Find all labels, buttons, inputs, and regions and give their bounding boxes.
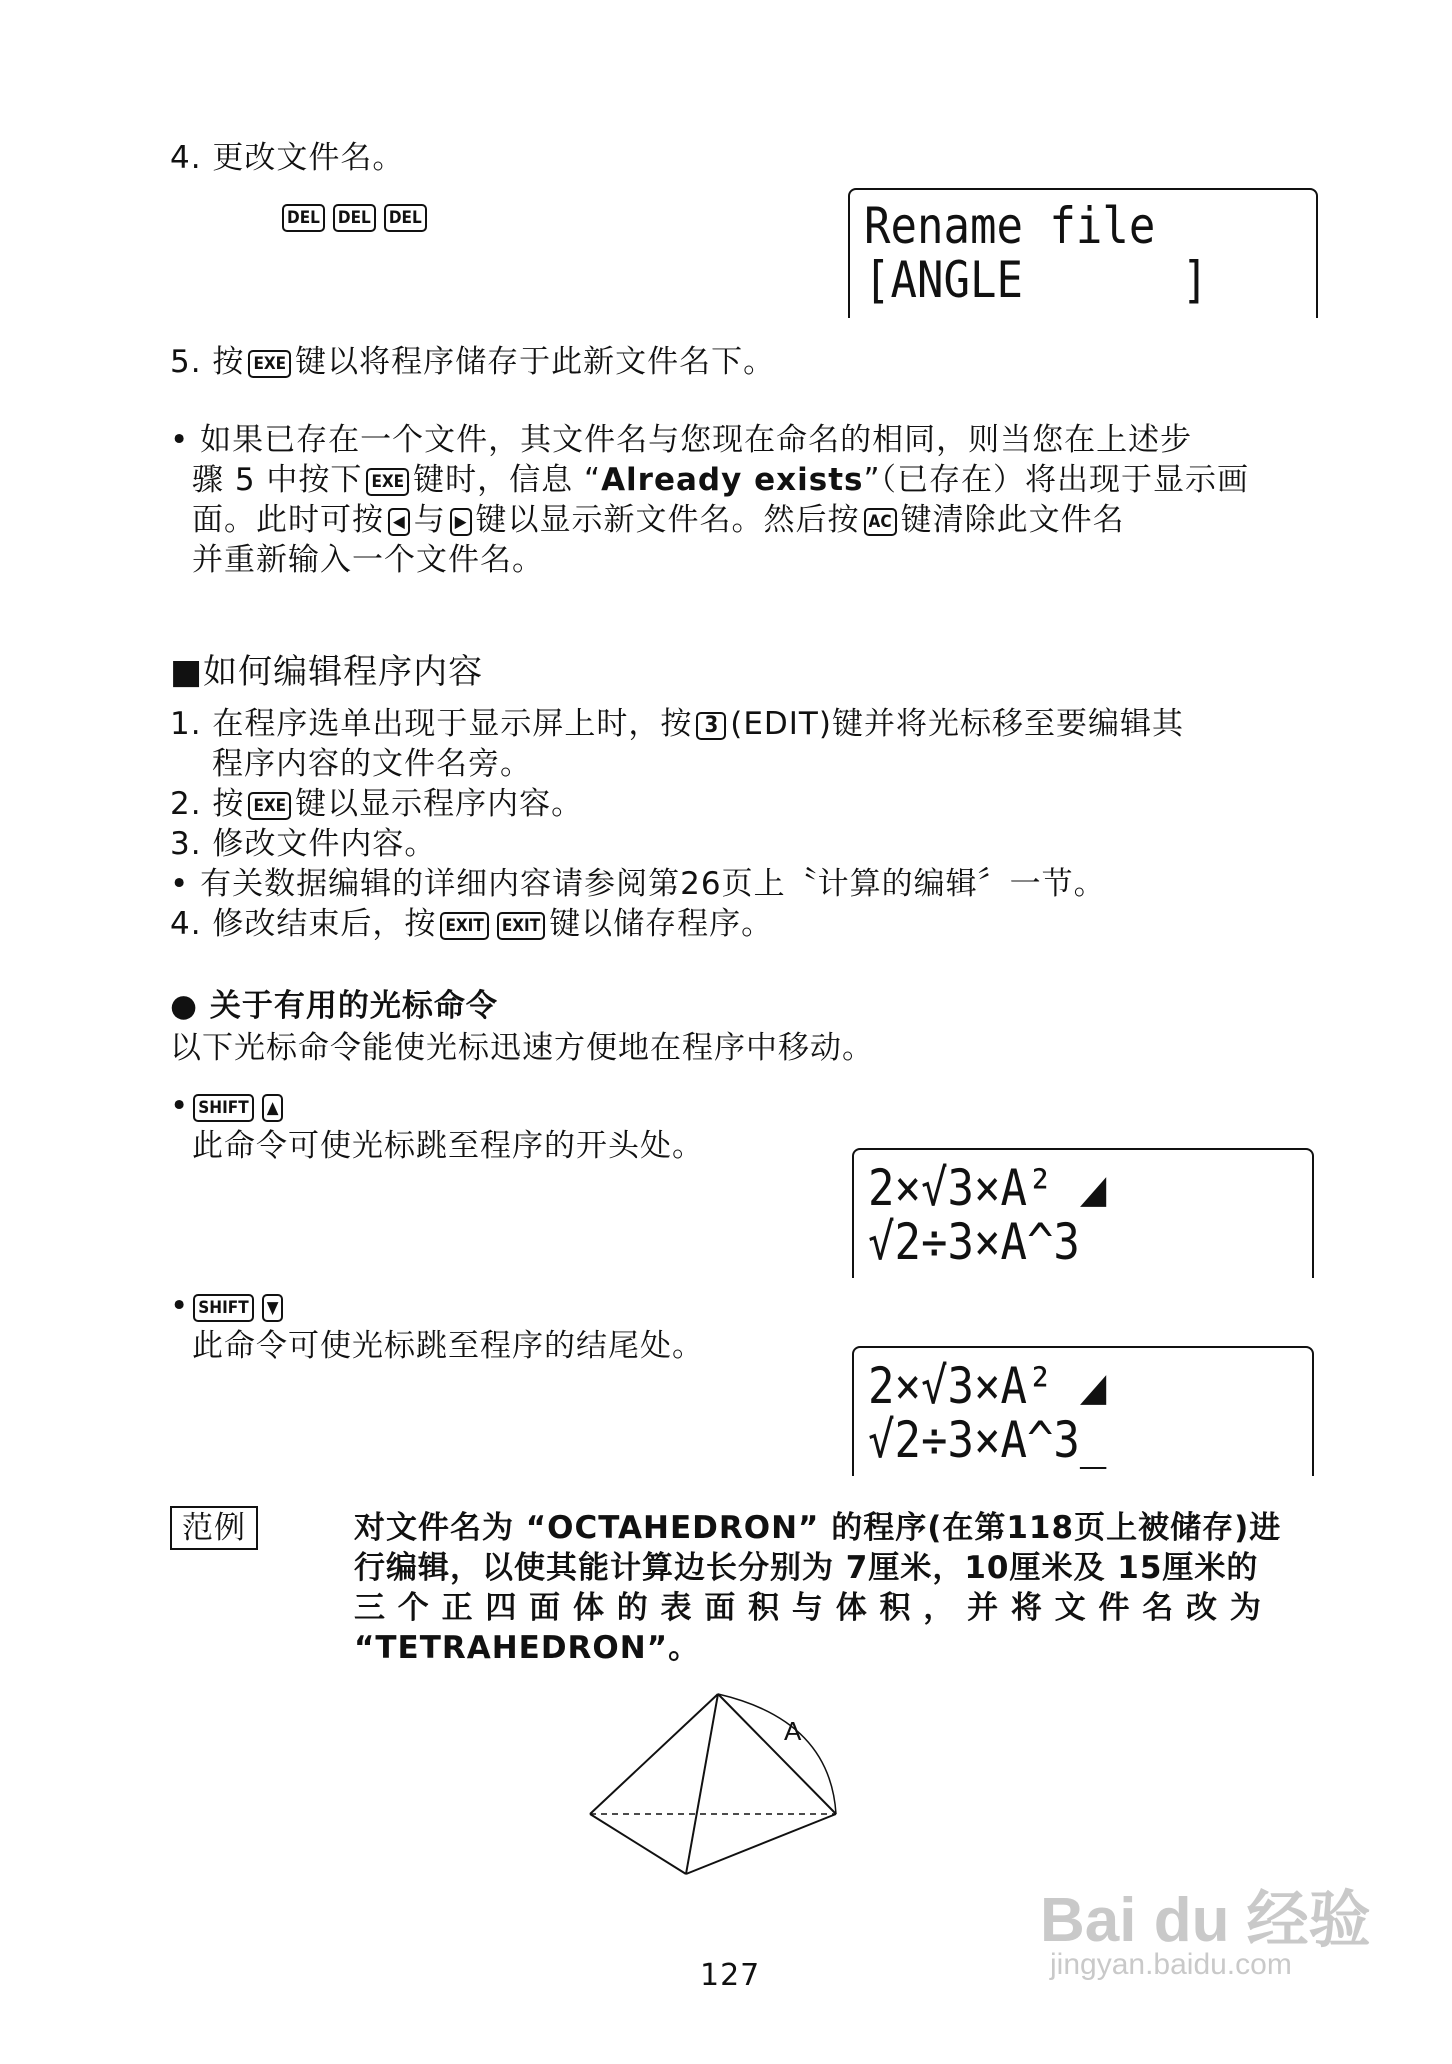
note-text: 键清除此文件名: [900, 502, 1125, 538]
step5: [170, 342, 775, 382]
note-text: 与: [413, 502, 446, 538]
step5-tail: 键以将程序储存于此新文件名下。: [295, 344, 776, 380]
screen-line-2: √2÷3×A^3: [868, 1213, 1080, 1271]
step-text: 键以储存程序。: [549, 906, 774, 942]
tetrahedron-figure: [580, 1690, 850, 1880]
section-step-1-cont: 程序内容的文件名旁。: [212, 746, 532, 782]
note-line-4: 并重新输入一个文件名。: [192, 542, 544, 578]
example-line-3: 三 个 正 四 面 体 的 表 面 积 与 体 积 ， 并 将 文 件 名 改 为: [354, 1590, 1262, 1626]
shift-key: SHIFT: [193, 1094, 253, 1122]
exe-key: EXE: [248, 792, 291, 820]
cursor-cmd-1-desc: 此命令可使光标跳至程序的开头处。: [192, 1128, 704, 1164]
edge: [590, 1814, 686, 1874]
screen-line-2: √2÷3×A^3_: [868, 1411, 1107, 1469]
example-text: ” 的程序(在第118页上被储存)进: [798, 1510, 1282, 1546]
example-label: 范例: [170, 1506, 258, 1550]
bullet-dot: •: [170, 1288, 190, 1324]
example-line-4: “TETRAHEDRON”。: [354, 1630, 701, 1666]
note-line-1: • 如果已存在一个文件，其文件名与您现在命名的相同，则当您在上述步: [170, 422, 1193, 458]
example-line-2: 行编辑，以使其能计算边长分别为 7厘米，10厘米及 15厘米的: [354, 1550, 1259, 1586]
key-3: 3: [696, 712, 726, 740]
down-arrow-key: ▼: [262, 1294, 284, 1322]
exit-key: EXIT: [440, 912, 488, 940]
step5-num: 5. 按: [170, 344, 245, 380]
edge: [686, 1814, 836, 1874]
section-step-3: 3. 修改文件内容。: [170, 826, 437, 862]
up-arrow-key: ▲: [262, 1094, 284, 1122]
ac-key: AC: [864, 508, 897, 536]
watermark-brand: Bai du 经验: [1040, 1886, 1371, 1955]
note-text: ”（已存在）将出现于显示画: [863, 462, 1250, 498]
section-title: ■如何编辑程序内容: [170, 652, 484, 692]
exe-key: EXE: [248, 350, 291, 378]
already-exists-text: Already exists: [601, 462, 864, 498]
section-step-1: [170, 704, 1184, 744]
step-text: 1. 在程序选单出现于显示屏上时，按: [170, 706, 693, 742]
calculator-screen-end: [852, 1346, 1314, 1476]
step4-keys: [278, 196, 431, 236]
note-text: 骤 5 中按下: [192, 462, 363, 498]
example-label-box: [170, 1508, 258, 1548]
calculator-screen-top: [852, 1148, 1314, 1278]
page-number: 127: [700, 1958, 761, 1993]
edge: [718, 1694, 836, 1814]
watermark-url: jingyan.baidu.com: [1050, 1948, 1292, 1981]
step-text: 键以显示程序内容。: [295, 786, 584, 822]
exe-key: EXE: [366, 468, 409, 496]
note-text: 面。此时可按: [192, 502, 384, 538]
edge-label: A: [784, 1716, 802, 1746]
octahedron-text: OCTAHEDRON: [547, 1510, 799, 1546]
example-text: 对文件名为 “: [354, 1510, 548, 1546]
del-key: DEL: [282, 204, 325, 232]
note-line-3: [192, 500, 1125, 540]
bullet-dot: •: [170, 1088, 190, 1124]
screen-line-1: Rename file: [864, 197, 1156, 255]
note-text: 键以显示新文件名。然后按: [475, 502, 860, 538]
section-step-4: [170, 904, 773, 944]
cursor-heading: ● 关于有用的光标命令: [170, 988, 498, 1024]
section-step-2: [170, 784, 583, 824]
left-arrow-key: ◀: [388, 508, 410, 536]
step4-text: 4. 更改文件名。: [170, 140, 405, 176]
shift-key: SHIFT: [193, 1294, 253, 1322]
exit-key: EXIT: [497, 912, 545, 940]
note-text: 键时，信息 “: [413, 462, 602, 498]
cursor-cmd-2-desc: 此命令可使光标跳至程序的结尾处。: [192, 1328, 704, 1364]
screen-line-1: 2×√3×A² ◢: [868, 1159, 1107, 1217]
screen-line-2: [ANGLE ]: [864, 251, 1209, 309]
calculator-screen-rename: [848, 188, 1318, 318]
section-bullet: • 有关数据编辑的详细内容请参阅第26页上〝计算的编辑〞一节。: [170, 866, 1106, 902]
step-text: (EDIT)键并将光标移至要编辑其: [730, 706, 1184, 742]
del-key: DEL: [333, 204, 376, 232]
cursor-intro: 以下光标命令能使光标迅速方便地在程序中移动。: [170, 1030, 874, 1066]
cursor-cmd-2: [170, 1286, 287, 1326]
example-line-1: [354, 1508, 1281, 1548]
del-key: DEL: [384, 204, 427, 232]
step-text: 2. 按: [170, 786, 245, 822]
cursor-cmd-1: [170, 1086, 287, 1126]
step-text: 4. 修改结束后，按: [170, 906, 437, 942]
edge: [686, 1694, 718, 1874]
screen-line-1: 2×√3×A² ◢: [868, 1357, 1107, 1415]
right-arrow-key: ▶: [450, 508, 472, 536]
edge: [590, 1694, 718, 1814]
note-line-2: [192, 460, 1249, 500]
